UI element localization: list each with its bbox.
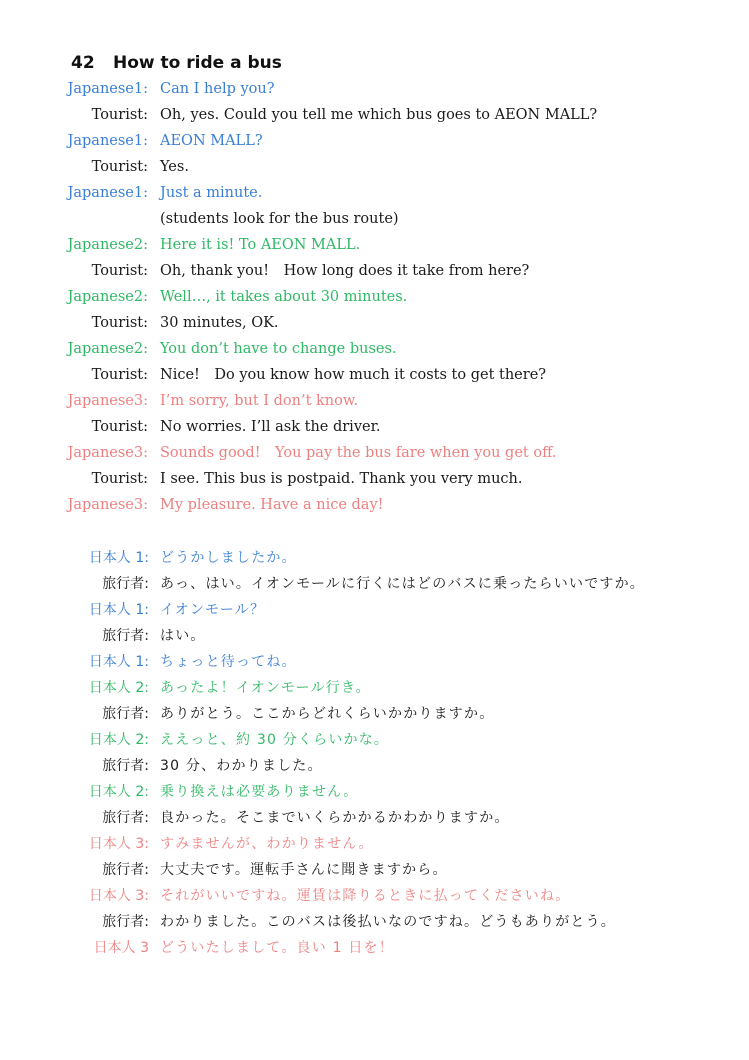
dialogue-text: Well…, it takes about 30 minutes.	[160, 289, 408, 305]
dialogue-line	[0, 780, 749, 804]
dialogue-line	[0, 389, 749, 413]
dialogue-line	[0, 936, 749, 960]
dialogue-text: すみませんが、わかりません。	[160, 836, 374, 852]
dialogue-text: どうかしましたか。	[160, 550, 297, 566]
dialogue-line	[0, 181, 749, 205]
speaker-label: 日本人 2:	[88, 680, 149, 696]
page-title	[71, 50, 282, 76]
speaker-label: Tourist:	[91, 315, 148, 331]
dialogue-line	[0, 754, 749, 778]
dialogue-text: ありがとう。ここからどれくらいかかりますか。	[160, 706, 495, 722]
dialogue-line	[0, 858, 749, 882]
dialogue-line	[0, 676, 749, 700]
dialogue-text: You don’t have to change buses.	[160, 341, 397, 357]
dialogue-line	[0, 207, 749, 231]
dialogue-text: ちょっと待ってね。	[160, 654, 297, 670]
dialogue-line	[0, 884, 749, 908]
speaker-label: Tourist:	[91, 159, 148, 175]
dialogue-text: Oh, thank you! How long does it take from here?	[160, 263, 530, 279]
dialogue-text: 30 分、わかりました。	[160, 758, 323, 774]
speaker-label: Tourist:	[91, 107, 148, 123]
dialogue-text: わかりました。このバスは後払いなのですね。どうもありがとう。	[160, 914, 616, 930]
dialogue-line	[0, 77, 749, 101]
speaker-label: Japanese2:	[67, 237, 148, 253]
dialogue-text: 乗り換えは必要ありません。	[160, 784, 359, 800]
speaker-label: Japanese3:	[67, 393, 148, 409]
speaker-label: Tourist:	[91, 419, 148, 435]
lesson-title: How to ride a bus	[113, 53, 282, 73]
dialogue-line	[0, 546, 749, 570]
speaker-label: 日本人 1:	[88, 550, 149, 566]
speaker-label: 旅行者:	[102, 628, 149, 644]
dialogue-text: Here it is! To AEON MALL.	[160, 237, 361, 253]
dialogue-text: あったよ！イオンモール行き。	[160, 680, 371, 696]
dialogue-line	[0, 311, 749, 335]
dialogue-text: (students look for the bus route)	[160, 211, 399, 227]
speaker-label: 旅行者:	[102, 862, 149, 878]
speaker-label: 日本人 1:	[88, 602, 149, 618]
speaker-label: 旅行者:	[102, 758, 149, 774]
dialogue-line	[0, 259, 749, 283]
dialogue-text: No worries. I’ll ask the driver.	[160, 419, 381, 435]
speaker-label: 旅行者:	[102, 576, 149, 592]
dialogue-line	[0, 493, 749, 517]
dialogue-text: はい。	[160, 628, 206, 644]
dialogue-text: Can I help you?	[160, 81, 275, 97]
dialogue-text: Oh, yes. Could you tell me which bus goes to AEON MALL?	[160, 107, 598, 123]
dialogue-text: I’m sorry, but I don’t know.	[160, 393, 359, 409]
dialogue-text: どういたしまして。良い 1 日を！	[160, 940, 394, 956]
dialogue-text: ええっと、約 30 分くらいかな。	[160, 732, 390, 748]
dialogue-line	[0, 129, 749, 153]
speaker-label: 旅行者:	[102, 706, 149, 722]
speaker-label: Japanese2:	[67, 341, 148, 357]
dialogue-text: I see. This bus is postpaid. Thank you very much.	[160, 471, 523, 487]
dialogue-text: 30 minutes, OK.	[160, 315, 279, 331]
dialogue-line	[0, 441, 749, 465]
speaker-label: 旅行者:	[102, 914, 149, 930]
dialogue-line	[0, 702, 749, 726]
speaker-label: 日本人 1:	[88, 654, 149, 670]
dialogue-line	[0, 728, 749, 752]
dialogue-line	[0, 103, 749, 127]
dialogue-text: Yes.	[160, 159, 189, 175]
dialogue-text: あっ、はい。イオンモールに行くにはどのバスに乗ったらいいですか。	[160, 576, 645, 592]
dialogue-line	[0, 233, 749, 257]
speaker-label: 日本人 2:	[88, 732, 149, 748]
dialogue-line	[0, 415, 749, 439]
dialogue-text: My pleasure. Have a nice day!	[160, 497, 384, 513]
dialogue-text: Nice! Do you know how much it costs to get there?	[160, 367, 547, 383]
speaker-label: Tourist:	[91, 471, 148, 487]
dialogue-text: それがいいですね。運賃は降りるときに払ってくださいね。	[160, 888, 571, 904]
speaker-label: 日本人 3:	[88, 888, 149, 904]
dialogue-text: Just a minute.	[160, 185, 263, 201]
dialogue-line	[0, 337, 749, 361]
lesson-number: 42	[71, 53, 95, 73]
dialogue-text: イオンモール？	[160, 602, 266, 618]
speaker-label: 日本人 2:	[88, 784, 149, 800]
dialogue-line	[0, 285, 749, 309]
speaker-label: Japanese1:	[67, 185, 148, 201]
dialogue-line	[0, 624, 749, 648]
dialogue-line	[0, 155, 749, 179]
dialogue-line	[0, 650, 749, 674]
speaker-label: Tourist:	[91, 263, 148, 279]
speaker-label: Japanese2:	[67, 289, 148, 305]
speaker-label: Tourist:	[91, 367, 148, 383]
speaker-label: 日本人 3:	[88, 836, 149, 852]
dialogue-line	[0, 572, 749, 596]
speaker-label: Japanese1:	[67, 133, 148, 149]
dialogue-text: AEON MALL?	[160, 133, 263, 149]
dialogue-line	[0, 467, 749, 491]
dialogue-text: 良かった。そこまでいくらかかるかわかりますか。	[160, 810, 510, 826]
dialogue-line	[0, 598, 749, 622]
dialogue-text: 大丈夫です。運転手さんに聞きますから。	[160, 862, 448, 878]
speaker-label: 日本人 3	[93, 940, 149, 956]
dialogue-line	[0, 832, 749, 856]
dialogue-line	[0, 910, 749, 934]
dialogue-text: Sounds good! You pay the bus fare when you get off.	[160, 445, 557, 461]
speaker-label: Japanese3:	[67, 497, 148, 513]
speaker-label: 旅行者:	[102, 810, 149, 826]
speaker-label: Japanese3:	[67, 445, 148, 461]
dialogue-line	[0, 806, 749, 830]
speaker-label: Japanese1:	[67, 81, 148, 97]
dialogue-line	[0, 363, 749, 387]
